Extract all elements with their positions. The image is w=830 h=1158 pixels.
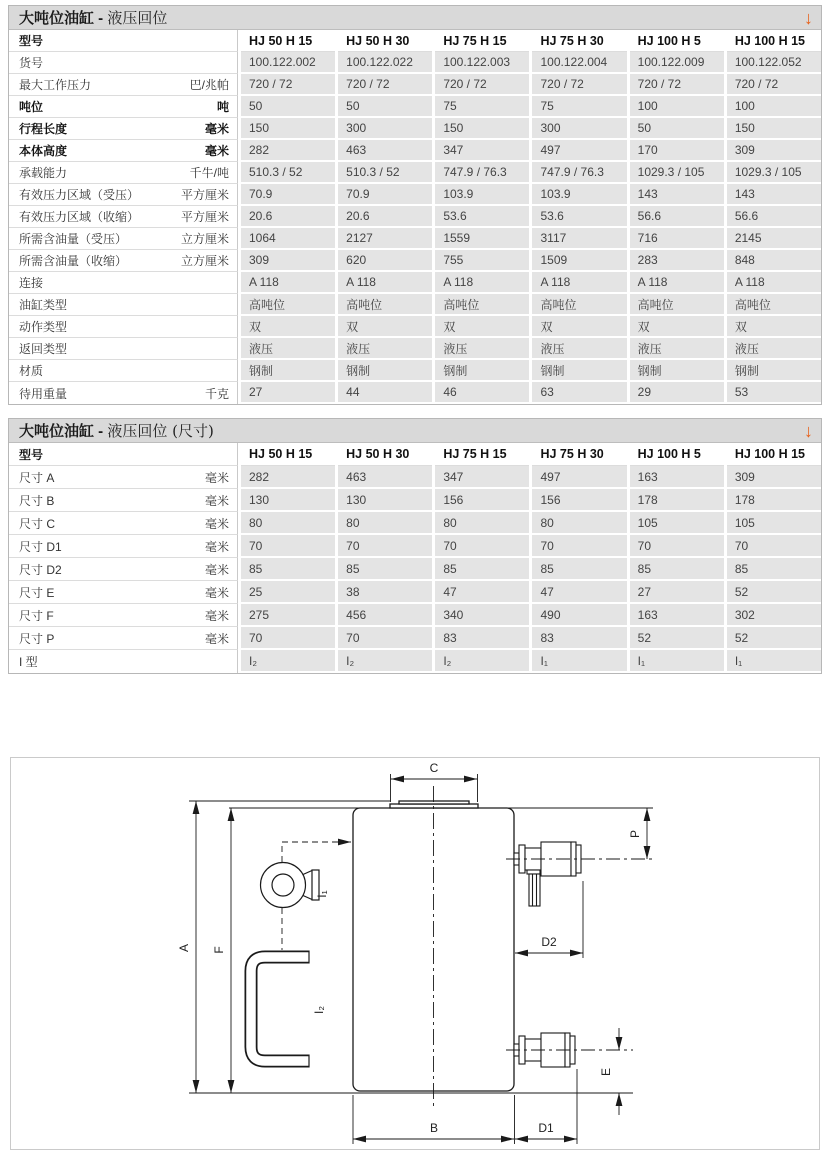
value-cell: I₂ bbox=[435, 650, 529, 673]
table-row bbox=[9, 360, 821, 382]
value-cell: 1064 bbox=[241, 228, 335, 250]
row-label: 尺寸 F bbox=[19, 608, 54, 623]
table1-title-prefix: 大吨位油缸 bbox=[19, 10, 95, 27]
row-label-cell bbox=[9, 272, 238, 294]
value-cell: 100.122.009 bbox=[630, 52, 724, 74]
value-cell: 130 bbox=[338, 489, 432, 512]
table-row bbox=[9, 489, 821, 512]
table2-title-bar bbox=[9, 419, 821, 443]
unit-label: 毫米 bbox=[204, 539, 229, 554]
value-cell: 50 bbox=[630, 118, 724, 140]
row-label: 材质 bbox=[19, 364, 44, 378]
model-column-header: HJ 50 H 15 bbox=[241, 443, 335, 466]
table-row bbox=[9, 206, 821, 228]
value-cell: 70 bbox=[727, 535, 821, 558]
value-cell: 52 bbox=[727, 581, 821, 604]
row-label-cell bbox=[9, 382, 238, 404]
down-arrow-icon: ↓ bbox=[804, 7, 813, 28]
table1-rows bbox=[9, 30, 821, 404]
row-label-cell bbox=[9, 96, 238, 118]
value-cell: 70 bbox=[630, 535, 724, 558]
row-label: 连接 bbox=[19, 276, 44, 290]
header-label-text: 型号 bbox=[19, 34, 44, 48]
value-cell: 双 bbox=[727, 316, 821, 338]
type-i2-label: I₂ bbox=[312, 1006, 326, 1014]
value-cell: 716 bbox=[630, 228, 724, 250]
value-cell: 56.6 bbox=[630, 206, 724, 228]
value-cell: 100 bbox=[630, 96, 724, 118]
value-cell: 70.9 bbox=[241, 184, 335, 206]
value-cell: 46 bbox=[435, 382, 529, 404]
table1-title-suffix: 液压回位 bbox=[107, 9, 168, 27]
value-cell: 340 bbox=[435, 604, 529, 627]
row-label-cell bbox=[9, 228, 238, 250]
value-cell: 70 bbox=[338, 627, 432, 650]
value-cell: I₁ bbox=[727, 650, 821, 673]
dim-d2-label: D2 bbox=[541, 935, 557, 949]
value-cell: 27 bbox=[241, 382, 335, 404]
row-label: 所需含油量（收缩） bbox=[19, 254, 128, 268]
table-row bbox=[9, 96, 821, 118]
value-cell: 75 bbox=[435, 96, 529, 118]
value-cell: 83 bbox=[532, 627, 626, 650]
value-cell: 302 bbox=[727, 604, 821, 627]
value-cell: A 118 bbox=[630, 272, 724, 294]
table-row bbox=[9, 52, 821, 74]
value-cell: 液压 bbox=[630, 338, 724, 360]
value-cell: 高吨位 bbox=[241, 294, 335, 316]
value-cell: 105 bbox=[727, 512, 821, 535]
row-label-cell bbox=[9, 250, 238, 272]
table-row bbox=[9, 228, 821, 250]
model-column-header: HJ 100 H 5 bbox=[630, 443, 724, 466]
value-cell: 347 bbox=[435, 466, 529, 489]
row-label-cell bbox=[9, 52, 238, 74]
value-cell: 463 bbox=[338, 140, 432, 162]
row-label: 尺寸 E bbox=[19, 585, 55, 600]
value-cell: 钢制 bbox=[241, 360, 335, 382]
value-cell: 755 bbox=[435, 250, 529, 272]
type-i1-label: I₁ bbox=[315, 890, 329, 898]
value-cell: 液压 bbox=[727, 338, 821, 360]
row-label: I 型 bbox=[19, 655, 38, 669]
table-row bbox=[9, 74, 821, 96]
row-label: 尺寸 D1 bbox=[19, 539, 62, 554]
value-cell: 钢制 bbox=[727, 360, 821, 382]
value-cell: 156 bbox=[532, 489, 626, 512]
model-column-header: HJ 75 H 15 bbox=[435, 443, 529, 466]
value-cell: I₁ bbox=[532, 650, 626, 673]
value-cell: 747.9 / 76.3 bbox=[532, 162, 626, 184]
value-cell: 85 bbox=[727, 558, 821, 581]
unit-label: 毫米 bbox=[204, 470, 229, 485]
value-cell: 130 bbox=[241, 489, 335, 512]
spec-table-dimensions bbox=[8, 418, 822, 674]
value-cell: 高吨位 bbox=[435, 294, 529, 316]
row-label-cell bbox=[9, 162, 238, 184]
table-row bbox=[9, 140, 821, 162]
value-cell: 27 bbox=[630, 581, 724, 604]
unit-label: 毫米 bbox=[204, 631, 229, 646]
value-cell: 463 bbox=[338, 466, 432, 489]
value-cell: 456 bbox=[338, 604, 432, 627]
value-cell: 143 bbox=[727, 184, 821, 206]
row-label: 尺寸 B bbox=[19, 493, 55, 508]
value-cell: 钢制 bbox=[435, 360, 529, 382]
dim-a-label: A bbox=[177, 943, 191, 953]
value-cell: 高吨位 bbox=[727, 294, 821, 316]
value-cell: 1029.3 / 105 bbox=[727, 162, 821, 184]
value-cell: 283 bbox=[630, 250, 724, 272]
value-cell: 钢制 bbox=[630, 360, 724, 382]
value-cell: 80 bbox=[435, 512, 529, 535]
value-cell: 178 bbox=[727, 489, 821, 512]
unit-label: 平方厘米 bbox=[180, 210, 229, 224]
model-column-header: HJ 50 H 15 bbox=[241, 30, 335, 52]
value-cell: 163 bbox=[630, 466, 724, 489]
row-label-cell bbox=[9, 316, 238, 338]
unit-label: 千牛/吨 bbox=[189, 166, 229, 180]
value-cell: 156 bbox=[435, 489, 529, 512]
unit-label: 立方厘米 bbox=[180, 254, 229, 268]
value-cell: 75 bbox=[532, 96, 626, 118]
table-row bbox=[9, 338, 821, 360]
table-row bbox=[9, 535, 821, 558]
row-label: 尺寸 D2 bbox=[19, 562, 62, 577]
value-cell: 70 bbox=[241, 535, 335, 558]
value-cell: 80 bbox=[338, 512, 432, 535]
value-cell: 47 bbox=[532, 581, 626, 604]
value-cell: 497 bbox=[532, 140, 626, 162]
row-label: 本体高度 bbox=[19, 144, 68, 158]
value-cell: 1029.3 / 105 bbox=[630, 162, 724, 184]
dim-b-label: B bbox=[429, 1121, 439, 1135]
value-cell: 105 bbox=[630, 512, 724, 535]
table-row bbox=[9, 118, 821, 140]
value-cell: 53 bbox=[727, 382, 821, 404]
carry-handle-icon bbox=[251, 951, 309, 1068]
value-cell: 70.9 bbox=[338, 184, 432, 206]
dim-f-label: F bbox=[212, 946, 226, 954]
value-cell: 150 bbox=[435, 118, 529, 140]
model-header-label bbox=[9, 30, 238, 52]
model-header-label bbox=[9, 443, 238, 466]
value-cell: 309 bbox=[727, 140, 821, 162]
value-cell: 20.6 bbox=[338, 206, 432, 228]
value-cell: 38 bbox=[338, 581, 432, 604]
value-cell: 309 bbox=[727, 466, 821, 489]
value-cell: 150 bbox=[241, 118, 335, 140]
value-cell: 178 bbox=[630, 489, 724, 512]
value-cell: A 118 bbox=[241, 272, 335, 294]
value-cell: 70 bbox=[338, 535, 432, 558]
row-label: 承载能力 bbox=[19, 166, 68, 180]
row-label-cell bbox=[9, 650, 238, 673]
row-label: 尺寸 P bbox=[19, 631, 55, 646]
value-cell: 150 bbox=[727, 118, 821, 140]
unit-label: 毫米 bbox=[204, 562, 229, 577]
unit-label: 巴/兆帕 bbox=[189, 78, 229, 92]
row-label: 有效压力区域（受压） bbox=[19, 188, 140, 202]
value-cell: 双 bbox=[532, 316, 626, 338]
table-row bbox=[9, 650, 821, 673]
table-row bbox=[9, 250, 821, 272]
table-row bbox=[9, 184, 821, 206]
value-cell: 2127 bbox=[338, 228, 432, 250]
unit-label: 吨 bbox=[216, 100, 229, 114]
value-cell: 347 bbox=[435, 140, 529, 162]
value-cell: 85 bbox=[630, 558, 724, 581]
value-cell: 1559 bbox=[435, 228, 529, 250]
value-cell: 309 bbox=[241, 250, 335, 272]
row-label: 吨位 bbox=[19, 100, 44, 114]
value-cell: 100 bbox=[727, 96, 821, 118]
row-label-cell bbox=[9, 604, 238, 627]
table-row bbox=[9, 382, 821, 404]
header-label-text: 型号 bbox=[19, 447, 44, 462]
value-cell: 液压 bbox=[241, 338, 335, 360]
table2-title-suffix: 液压回位 (尺寸) bbox=[107, 422, 214, 440]
row-label-cell bbox=[9, 558, 238, 581]
table-row bbox=[9, 272, 821, 294]
value-cell: 85 bbox=[338, 558, 432, 581]
value-cell: 720 / 72 bbox=[338, 74, 432, 96]
value-cell: 497 bbox=[532, 466, 626, 489]
model-column-header: HJ 100 H 5 bbox=[630, 30, 724, 52]
value-cell: I₁ bbox=[630, 650, 724, 673]
cylinder-dimension-drawing-icon bbox=[11, 758, 819, 1149]
table2-title bbox=[19, 420, 214, 441]
model-header-row bbox=[9, 30, 821, 52]
value-cell: 29 bbox=[630, 382, 724, 404]
value-cell: 液压 bbox=[532, 338, 626, 360]
value-cell: 163 bbox=[630, 604, 724, 627]
row-label: 尺寸 A bbox=[19, 470, 55, 485]
model-column-header: HJ 75 H 30 bbox=[532, 443, 626, 466]
table-row bbox=[9, 294, 821, 316]
row-label-cell bbox=[9, 512, 238, 535]
value-cell: 3117 bbox=[532, 228, 626, 250]
value-cell: 85 bbox=[435, 558, 529, 581]
table1-title-bar bbox=[9, 6, 821, 30]
value-cell: 25 bbox=[241, 581, 335, 604]
value-cell: 848 bbox=[727, 250, 821, 272]
table2-title-sep: - bbox=[94, 423, 108, 440]
row-label-cell bbox=[9, 206, 238, 228]
value-cell: 高吨位 bbox=[338, 294, 432, 316]
value-cell: 510.3 / 52 bbox=[241, 162, 335, 184]
value-cell: 747.9 / 76.3 bbox=[435, 162, 529, 184]
value-cell: 双 bbox=[241, 316, 335, 338]
value-cell: 170 bbox=[630, 140, 724, 162]
value-cell: 50 bbox=[241, 96, 335, 118]
row-label-cell bbox=[9, 466, 238, 489]
value-cell: 80 bbox=[532, 512, 626, 535]
unit-label: 毫米 bbox=[204, 516, 229, 531]
table-row bbox=[9, 466, 821, 489]
table-row bbox=[9, 558, 821, 581]
dim-c-label: C bbox=[429, 761, 439, 775]
value-cell: 100.122.022 bbox=[338, 52, 432, 74]
value-cell: 103.9 bbox=[532, 184, 626, 206]
value-cell: 70 bbox=[532, 535, 626, 558]
value-cell: 钢制 bbox=[532, 360, 626, 382]
value-cell: 高吨位 bbox=[532, 294, 626, 316]
value-cell: 63 bbox=[532, 382, 626, 404]
saddle-plate-upper bbox=[399, 801, 469, 804]
dim-p-label: P bbox=[628, 829, 642, 839]
spec-table-main bbox=[8, 5, 822, 405]
value-cell: 20.6 bbox=[241, 206, 335, 228]
table-row bbox=[9, 162, 821, 184]
down-arrow-icon: ↓ bbox=[804, 420, 813, 441]
unit-label: 毫米 bbox=[204, 122, 229, 136]
value-cell: 1509 bbox=[532, 250, 626, 272]
value-cell: A 118 bbox=[338, 272, 432, 294]
row-label-cell bbox=[9, 140, 238, 162]
value-cell: 510.3 / 52 bbox=[338, 162, 432, 184]
value-cell: 85 bbox=[532, 558, 626, 581]
row-label: 货号 bbox=[19, 56, 44, 70]
table-row bbox=[9, 604, 821, 627]
dim-c bbox=[391, 774, 478, 802]
model-column-header: HJ 75 H 30 bbox=[532, 30, 626, 52]
unit-label: 毫米 bbox=[204, 585, 229, 600]
upper-coupler-icon bbox=[514, 842, 581, 906]
value-cell: 液压 bbox=[338, 338, 432, 360]
unit-label: 平方厘米 bbox=[180, 188, 229, 202]
value-cell: A 118 bbox=[435, 272, 529, 294]
row-label-cell bbox=[9, 184, 238, 206]
value-cell: 275 bbox=[241, 604, 335, 627]
table-row bbox=[9, 627, 821, 650]
value-cell: 282 bbox=[241, 140, 335, 162]
value-cell: 2145 bbox=[727, 228, 821, 250]
value-cell: 100.122.052 bbox=[727, 52, 821, 74]
table-row bbox=[9, 316, 821, 338]
model-column-header: HJ 100 H 15 bbox=[727, 443, 821, 466]
value-cell: 100.122.002 bbox=[241, 52, 335, 74]
row-label-cell bbox=[9, 118, 238, 140]
row-label: 行程长度 bbox=[19, 122, 68, 136]
value-cell: 720 / 72 bbox=[435, 74, 529, 96]
technical-drawing-panel bbox=[10, 757, 820, 1150]
value-cell: 300 bbox=[532, 118, 626, 140]
row-label-cell bbox=[9, 535, 238, 558]
row-label-cell bbox=[9, 581, 238, 604]
value-cell: 720 / 72 bbox=[532, 74, 626, 96]
table2-title-prefix: 大吨位油缸 bbox=[19, 423, 95, 440]
unit-label: 立方厘米 bbox=[180, 232, 229, 246]
row-label: 油缸类型 bbox=[19, 298, 68, 312]
value-cell: 100.122.003 bbox=[435, 52, 529, 74]
row-label-cell bbox=[9, 627, 238, 650]
value-cell: 双 bbox=[435, 316, 529, 338]
model-header-row bbox=[9, 443, 821, 466]
row-label: 返回类型 bbox=[19, 342, 68, 356]
value-cell: 52 bbox=[727, 627, 821, 650]
value-cell: 高吨位 bbox=[630, 294, 724, 316]
unit-label: 千克 bbox=[204, 386, 229, 401]
value-cell: 53.6 bbox=[435, 206, 529, 228]
value-cell: 300 bbox=[338, 118, 432, 140]
row-label: 所需含油量（受压） bbox=[19, 232, 128, 246]
value-cell: 44 bbox=[338, 382, 432, 404]
value-cell: 85 bbox=[241, 558, 335, 581]
row-label: 尺寸 C bbox=[19, 516, 56, 531]
value-cell: 47 bbox=[435, 581, 529, 604]
value-cell: 282 bbox=[241, 466, 335, 489]
row-label-cell bbox=[9, 360, 238, 382]
row-label: 动作类型 bbox=[19, 320, 68, 334]
row-label-cell bbox=[9, 338, 238, 360]
value-cell: 490 bbox=[532, 604, 626, 627]
value-cell: A 118 bbox=[532, 272, 626, 294]
value-cell: I₂ bbox=[338, 650, 432, 673]
lifting-eye-icon bbox=[261, 863, 320, 908]
row-label-cell bbox=[9, 74, 238, 96]
value-cell: 80 bbox=[241, 512, 335, 535]
model-column-header: HJ 50 H 30 bbox=[338, 443, 432, 466]
value-cell: 720 / 72 bbox=[241, 74, 335, 96]
value-cell: 103.9 bbox=[435, 184, 529, 206]
unit-label: 毫米 bbox=[204, 144, 229, 158]
model-column-header: HJ 100 H 15 bbox=[727, 30, 821, 52]
value-cell: 720 / 72 bbox=[630, 74, 724, 96]
unit-label: 毫米 bbox=[204, 493, 229, 508]
row-label: 待用重量 bbox=[19, 386, 68, 401]
value-cell: 双 bbox=[630, 316, 724, 338]
row-label-cell bbox=[9, 294, 238, 316]
value-cell: 70 bbox=[435, 535, 529, 558]
dim-d1-label: D1 bbox=[538, 1121, 554, 1135]
value-cell: 52 bbox=[630, 627, 724, 650]
model-column-header: HJ 75 H 15 bbox=[435, 30, 529, 52]
value-cell: 100.122.004 bbox=[532, 52, 626, 74]
row-label: 最大工作压力 bbox=[19, 78, 92, 92]
value-cell: 56.6 bbox=[727, 206, 821, 228]
value-cell: 143 bbox=[630, 184, 724, 206]
model-column-header: HJ 50 H 30 bbox=[338, 30, 432, 52]
value-cell: 钢制 bbox=[338, 360, 432, 382]
value-cell: A 118 bbox=[727, 272, 821, 294]
row-label-cell bbox=[9, 489, 238, 512]
value-cell: 70 bbox=[241, 627, 335, 650]
value-cell: 53.6 bbox=[532, 206, 626, 228]
table-row bbox=[9, 581, 821, 604]
table2-rows bbox=[9, 443, 821, 673]
value-cell: I₂ bbox=[241, 650, 335, 673]
value-cell: 双 bbox=[338, 316, 432, 338]
table1-title bbox=[19, 7, 167, 28]
unit-label: 毫米 bbox=[204, 608, 229, 623]
value-cell: 620 bbox=[338, 250, 432, 272]
value-cell: 50 bbox=[338, 96, 432, 118]
table1-title-sep: - bbox=[94, 10, 108, 27]
value-cell: 720 / 72 bbox=[727, 74, 821, 96]
value-cell: 83 bbox=[435, 627, 529, 650]
row-label: 有效压力区域（收缩） bbox=[19, 210, 140, 224]
table-row bbox=[9, 512, 821, 535]
value-cell: 液压 bbox=[435, 338, 529, 360]
dim-e-label: E bbox=[599, 1067, 613, 1077]
